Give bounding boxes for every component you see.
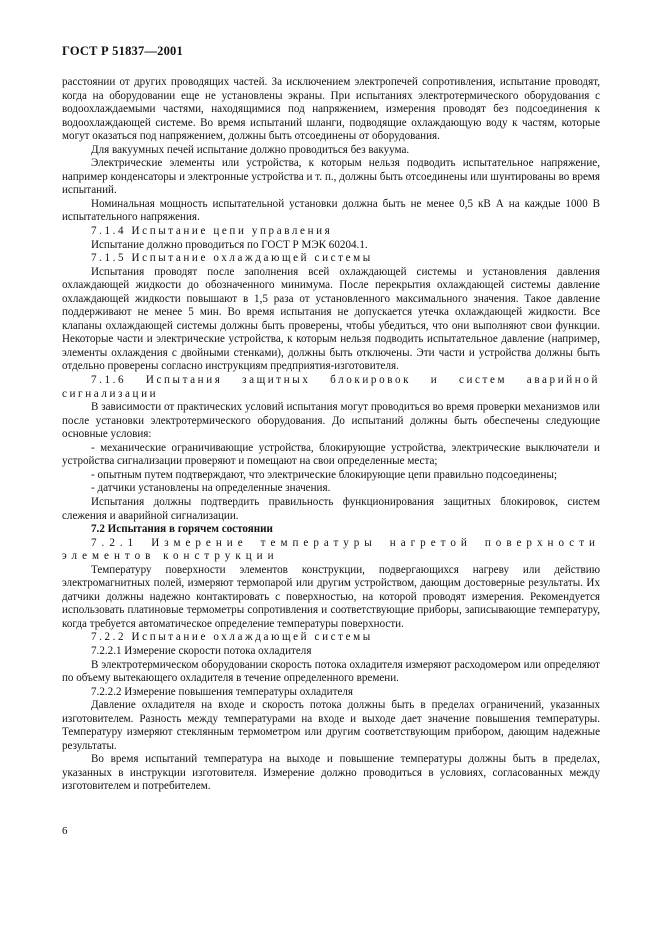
section-heading-7-2: 7.2 Испытания в горячем состоянии — [91, 523, 273, 536]
subsection-heading-7-2-2-2: 7.2.2.2 Измерение повышения температуры охладителя — [91, 685, 354, 698]
section-heading-7-2-1: 7.2.1 Измерение температуры нагретой поверхности элементов конструкции — [62, 536, 600, 563]
paragraph: Для вакуумных печей испытание должно проводиться без вакуума. — [91, 143, 410, 156]
standard-header: ГОСТ Р 51837—2001 — [62, 44, 183, 58]
paragraph: Номинальная мощность испытательной установки должна быть не менее 0,5 кВ А на каждые 1000 В испытательного напряжения. — [62, 197, 600, 224]
paragraph: Испытания должны подтвердить правильность функционирования защитных блокировок, систем слежения и аварийной сигнализации. — [62, 495, 600, 522]
list-item: - датчики установлены на определенные значения. — [91, 482, 331, 495]
paragraph: Температуру поверхности элементов конструкции, подвергающихся нагреву или действию электромагнитных полей, измеряют термопарой или другим устройством, дающим достоверные результаты. Их датчики должны надежно контактировать с поверхностью, на которой проводят измерения. Рекомендуется использовать платиновые термометры сопротивления и соответствующие приборы, записывающие температуру, когда требуется автоматическое определение температуры поверхности. — [62, 563, 600, 630]
section-heading-7-1-5: 7.1.5 Испытание охлаждающей системы — [91, 252, 373, 265]
paragraph: Давление охладителя на входе и скорость потока должны быть в пределах ограничений, указанных изготовителем. Разность между температурами на входе и выходе дает значение повышения температуры. Температуру измеряют стеклянным термометром или другим соответствующим прибором, дающим надежные результаты. — [62, 699, 600, 752]
paragraph: Электрические элементы или устройства, к которым нельзя подводить испытательное напряжение, например конденсаторы и электронные устройства и т. п., должны быть отсоединены или шунтированы во время испытаний. — [62, 157, 600, 197]
paragraph: Испытание должно проводиться по ГОСТ Р МЭК 60204.1. — [91, 238, 368, 251]
paragraph: Испытания проводят после заполнения всей охлаждающей системы и установления давления охлаждающей жидкости до обозначенного минимума. После перекрытия охлаждающей системы давление охлаждающей жидкости повышают в 1,5 раза от установленного максимального значения. Такое давление поддерживают не менее 5 мин. Во время испытания не допускается утечка охлаждающей жидкости. Все клапаны охлаждающей системы должны быть проверены, чтобы убедиться, что они выполняют свои функции. Некоторые части и электрические устройства, к которым нельзя подводить испытательное давление (например, элементы охлаждения с двойными стенками), должны быть отключены. Эти части и устройства должны быть отдельно проверены согласно инструкциям предприятия-изготовителя. — [62, 265, 600, 373]
paragraph: расстоянии от других проводящих частей. За исключением электропечей сопротивления, испытание проводят, когда на оборудовании еще не установлены экраны. При испытаниях электротермического оборудования с водоохлаждаемыми частями, находящимися под напряжением, измерения проводят без подсоединения к водоохлаждающей системе. Во время испытаний шланги, подводящие охлаждающую воду к частям, которые могут оказаться под напряжением, должны быть отсоединены от оборудования. — [62, 76, 600, 143]
subsection-heading-7-2-2-1: 7.2.2.1 Измерение скорости потока охладителя — [91, 644, 312, 657]
section-heading-7-1-4: 7.1.4 Испытание цепи управления — [91, 225, 333, 238]
section-heading-7-1-6: 7.1.6 Испытания защитных блокировок и систем аварийной сигнализации — [62, 374, 600, 400]
paragraph: В электротермическом оборудовании скорость потока охладителя измеряют расходомером или определяют по объему вытекающего охладителя в течение определенного времени. — [62, 658, 600, 685]
page-number: 6 — [62, 825, 68, 837]
list-item: - опытным путем подтверждают, что электрические блокирующие цепи правильно подсоединены; — [91, 468, 558, 481]
section-heading-7-2-2: 7.2.2 Испытание охлаждающей системы — [91, 631, 373, 644]
list-item: - механические ограничивающие устройства, блокирующие устройства, электрические выключатели и устройства сигнализации проверяют и помещают на свои определенные места; — [62, 441, 600, 468]
paragraph: Во время испытаний температура на выходе и повышение температуры должны быть в пределах, указанных в инструкции изготовителя. Измерение должно проводиться в условиях, согласованных между изготовителем и потребителем. — [62, 753, 600, 793]
paragraph: В зависимости от практических условий испытания могут проводиться во время проверки механизмов или после установки электротермического оборудования. До испытаний должны быть обеспечены следующие основные условия: — [62, 401, 600, 441]
body-text — [62, 76, 600, 794]
